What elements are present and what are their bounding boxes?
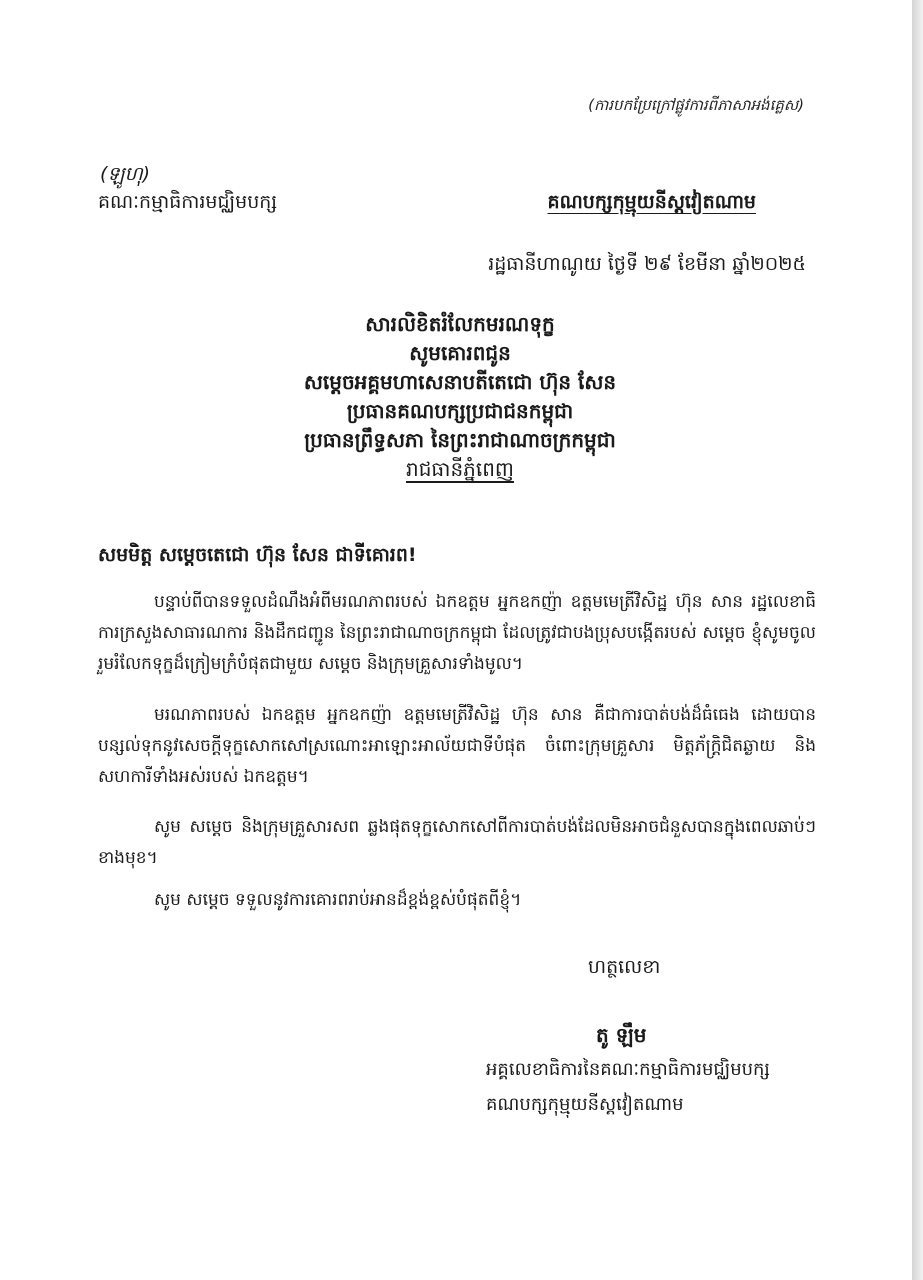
body-paragraph: សូម សម្តេច និងក្រុមគ្រួសារសព ឆ្លងផុតទុក្ខសោកសៅពីការបាត់បង់ដែលមិនអាចជំនួសបានក្នុងពេលឆាប់ៗខាងមុខ។ — [98, 817, 816, 868]
letter-title: សារលិខិតរំលែកមរណទុក្ខ — [365, 312, 555, 336]
addressee-intro: សូមគោរពជូន — [409, 341, 511, 365]
body-paragraph: មរណភាពរបស់ ឯកឧត្តម អ្នកឧកញ៉ា ឧត្តមមេត្រីវិសិដ្ឋ ហ៊ុន សាន គឺជាការបាត់បង់ដ៏ធំធេង ដោយបានបន្សល់ទុកនូវសេចក្តីទុក្ខសោកសៅស្រណោះអាឡោះអាល័យជាទីបំផុត ចំពោះក្រុមគ្រួសារ មិត្តភ័ក្រ្តិជិតឆ្ងាយ និងសហការីទាំងអស់របស់ ឯកឧត្តម។ — [98, 705, 816, 787]
page-edge-shadow — [912, 0, 923, 1280]
signature-label: ហត្ថលេខា — [588, 956, 661, 978]
signer-organization: គណបក្សកុម្មុយនីស្តវៀតណាម — [486, 1094, 684, 1115]
place-and-date: រដ្ឋធានីហាណូយ ថ្ងៃទី ២៩ ខែមីនា ឆ្នាំ២០២៥ — [488, 253, 806, 275]
translation-note: (ការបកប្រែក្រៅផ្លូវការពីភាសាអង់គ្លេស) — [588, 96, 804, 114]
signer-position: អគ្គលេខាធិការនៃគណៈកម្មាធិការមជ្ឈិមបក្ស — [486, 1059, 770, 1080]
addressee-city: រាជធានីភ្នំពេញ — [406, 457, 514, 481]
reference-number: (ឡូហុ) — [100, 163, 151, 185]
body-paragraph: បន្ទាប់ពីបានទទួលដំណឹងអំពីមរណភាពរបស់ ឯកឧត្តម អ្នកឧកញ៉ា ឧត្តមមេត្រីវិសិដ្ឋ ហ៊ុន សាន រដ្ឋលេខាធិការក្រសួងសាធារណការ និងដឹកជញ្ជូន នៃព្រះរាជាណាចក្រកម្ពុជា ដែលត្រូវជាបងប្រុសបង្កើតរបស់ សម្តេច ខ្ញុំសូមចូលរួមរំលែកទុក្ខដ៏ក្រៀមក្រំបំផុតជាមួយ សម្តេច និងក្រុមគ្រួសារទាំងមូល។ — [98, 592, 816, 674]
addressee-title-2: ប្រធានព្រឹទ្ធសភា នៃព្រះរាជាណាចក្រកម្ពុជា — [304, 428, 616, 452]
letter-title-block — [180, 310, 740, 484]
addressee-title-1: ប្រធានគណបក្សប្រជាជនកម្ពុជា — [346, 399, 574, 423]
issuing-committee: គណៈកម្មាធិការមជ្ឈិមបក្ស — [98, 191, 278, 213]
party-name-heading: គណបក្សកុម្មុយនីស្តវៀតណាម — [547, 191, 756, 213]
signer-name: តូ ឡឹម — [596, 1023, 647, 1047]
salutation: សមមិត្ត សម្តេចតេជោ ហ៊ុន សែន ជាទីគោរព! — [98, 544, 417, 566]
body-paragraph: សូម សម្តេច ទទួលនូវការគោរពរាប់អានដ៏ខ្ពង់ខ្ពស់បំផុតពីខ្ញុំ។ — [154, 890, 522, 910]
addressee-name: សម្តេចអគ្គមហាសេនាបតីតេជោ ហ៊ុន សែន — [303, 370, 617, 394]
